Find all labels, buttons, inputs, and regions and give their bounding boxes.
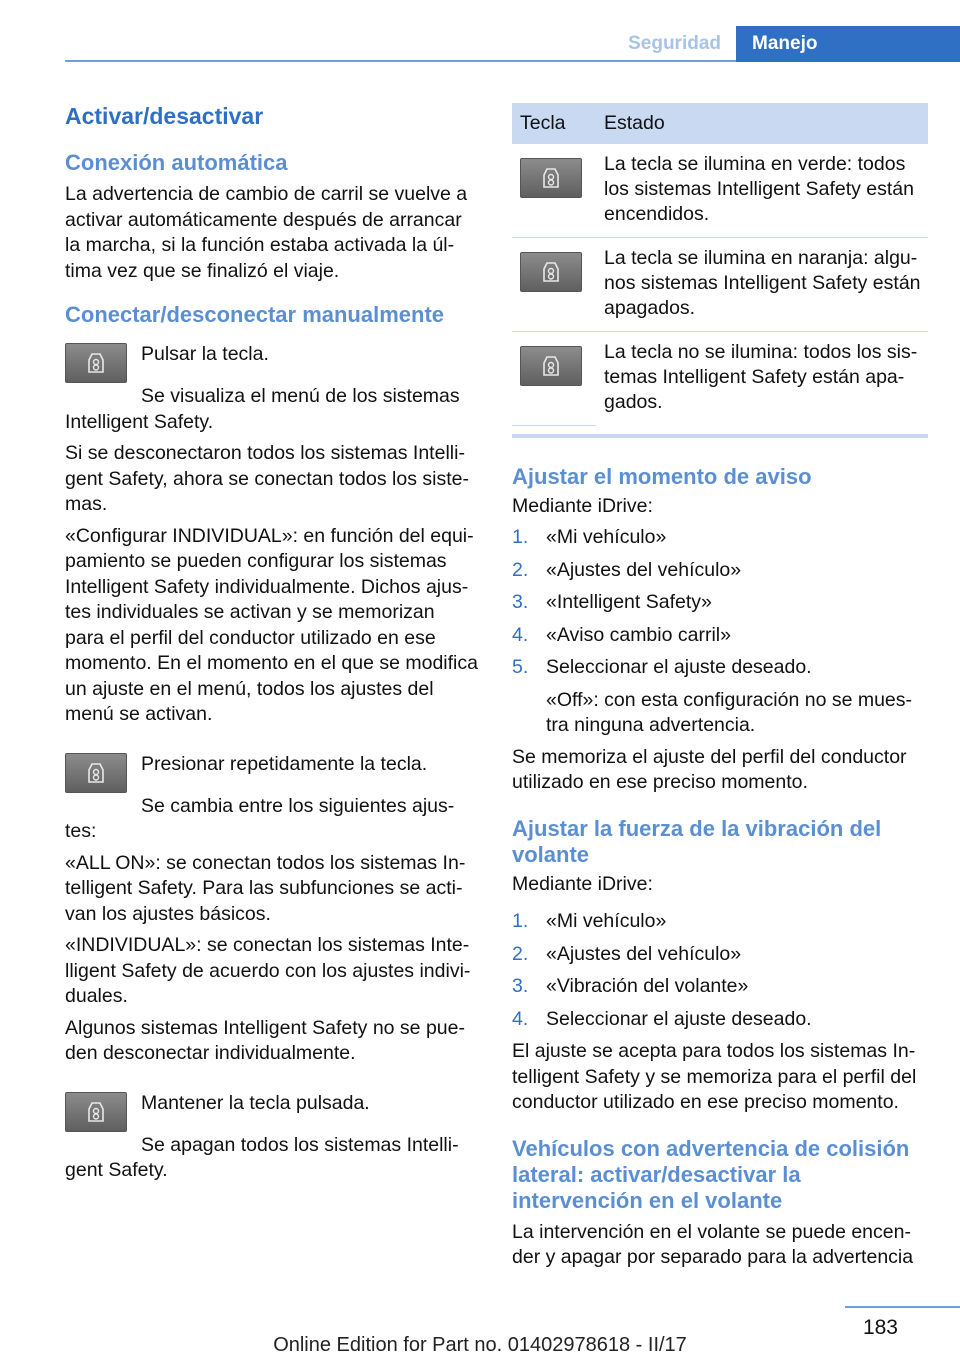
list-item (512, 1007, 928, 1033)
heading-colision: Vehículos con advertencia de colisión lateral: activar/desactivar la intervención en el volante (512, 1135, 910, 1213)
list-text: «Aviso cambio carril» (546, 623, 731, 646)
safety-button-image (65, 1092, 127, 1132)
list-item (512, 525, 928, 551)
state-table (512, 103, 928, 426)
paragraph-memoriza: Se memoriza el ajuste del perfil del conductor utilizado en ese preciso momento. (512, 745, 907, 793)
list-text: «Ajustes del vehículo» (546, 942, 742, 965)
intelligent-safety-icon (88, 352, 104, 374)
list-number: 4. (512, 623, 529, 646)
paragraph-si: Si se desconectaron todos los sistemas Intelligent Safety, ahora se conectan todos los sistemas. (65, 442, 469, 515)
intelligent-safety-icon (543, 355, 559, 377)
list-text: «Intelligent Safety» (546, 591, 712, 613)
list-text: «Mi vehículo» (546, 910, 667, 932)
table-row (512, 332, 928, 426)
list-item (512, 942, 928, 968)
estado-cell: La tecla se ilumina en naranja: algunos sistemas Intelligent Safety están apagados. (596, 238, 928, 332)
intelligent-safety-icon (543, 261, 559, 283)
button-step-2 (65, 752, 478, 796)
list-number: 2. (512, 558, 529, 581)
table-header-row (512, 103, 928, 144)
intelligent-safety-icon (88, 1101, 104, 1123)
paragraph-algunos: Algunos sistemas Intelligent Safety no se pueden desconectar individualmente. (65, 1016, 465, 1064)
table-row (512, 238, 928, 332)
paragraph-intervencion: La intervención en el volante se puede encender y apagar por separado para la advertencia (512, 1220, 914, 1268)
edition-footer: Online Edition for Part no. 01402978618 - II/17 (273, 1334, 687, 1356)
step-3-result: Se apagan todos los sistemas Intelligent Safety. (65, 1133, 459, 1181)
steps-list-2 (512, 909, 928, 1032)
list-text: «Ajustes del vehículo» (546, 558, 742, 581)
page-number: 183 (862, 1316, 898, 1339)
column-header-estado: Estado (596, 103, 928, 144)
paragraph-auto: La advertencia de cambio de carril se vuelve a activar automáticamente después de arrancar la marcha, si la función estaba activada la última vez que se finalizó el viaje. (65, 183, 468, 282)
tecla-cell (512, 238, 596, 332)
list-item (512, 655, 928, 681)
list-number: 4. (512, 1007, 529, 1030)
mediante-1: Mediante iDrive: (512, 494, 653, 517)
heading-momento: Ajustar el momento de aviso (512, 463, 812, 489)
heading-conexion-auto: Conexión automática (65, 150, 288, 175)
tecla-cell (512, 144, 596, 238)
safety-button-image (520, 252, 582, 292)
list-text: Seleccionar el ajuste deseado. (546, 1007, 812, 1030)
right-column (512, 103, 928, 1277)
heading-manual: Conectar/desconectar manualmente (65, 302, 445, 327)
step-2-text: Presionar repetidamente la tecla. (141, 752, 428, 775)
list-number: 5. (512, 656, 529, 678)
step-1-result: Se visualiza el menú de los sistemas Intelligent Safety. (65, 385, 460, 433)
left-column (65, 100, 478, 1190)
step-2-result: Se cambia entre los siguientes ajustes: (65, 794, 455, 842)
list-number: 1. (512, 526, 529, 548)
mediante-2: Mediante iDrive: (512, 872, 653, 895)
tab-manejo[interactable]: Manejo (736, 26, 960, 62)
list-number: 3. (512, 975, 529, 997)
paragraph-individual: «INDIVIDUAL»: se conectan los sistemas Intelligent Safety de acuerdo con los ajustes individuales. (65, 934, 471, 1007)
list-text: Seleccionar el ajuste deseado. (546, 656, 812, 678)
safety-button-image (520, 346, 582, 386)
list-text: «Vibración del volante» (546, 975, 749, 997)
column-header-tecla: Tecla (512, 103, 596, 144)
safety-button-image (65, 753, 127, 793)
heading-activar: Activar/desactivar (65, 103, 264, 129)
steps-list-1 (512, 525, 928, 681)
list-number: 1. (512, 910, 529, 932)
paragraph-config: «Configurar INDIVIDUAL»: en función del equipamiento se pueden configurar los sistemas Intelligent Safety individualmente. Dichos ajustes individuales se activan y se memorizan para el perfil del conductor utilizado en ese momento. En el momento en el que se modifica un ajuste en el menú, todos los ajustes del menú se activan. (65, 524, 478, 725)
tab-seguridad[interactable]: Seguridad (628, 33, 721, 54)
estado-cell: La tecla no se ilumina: todos los sistemas Intelligent Safety están apagados. (604, 341, 918, 413)
safety-button-image (65, 343, 127, 383)
paragraph-allon: «ALL ON»: se conectan todos los sistemas Intelligent Safety. Para las subfunciones se activan los ajustes básicos. (65, 851, 466, 925)
list-item (512, 590, 928, 616)
button-step-1 (65, 342, 478, 386)
step-3-text: Mantener la tecla pulsada. (141, 1091, 370, 1114)
list-item (512, 974, 928, 1000)
intelligent-safety-icon (88, 762, 104, 784)
intelligent-safety-icon (543, 167, 559, 189)
heading-vibracion: Ajustar la fuerza de la vibración del volante (512, 815, 882, 867)
tecla-cell (512, 332, 596, 426)
estado-cell: La tecla se ilumina en verde: todos los sistemas Intelligent Safety están encendidos. (596, 144, 928, 238)
safety-button-image (520, 158, 582, 198)
button-step-3 (65, 1091, 478, 1135)
paragraph-acepta: El ajuste se acepta para todos los sistemas Intelligent Safety y se memoriza para el perfil del conductor utilizado en ese preciso momento. (512, 1040, 917, 1113)
table-bottom-rule (512, 434, 928, 438)
list-item (512, 558, 928, 584)
footer-rule (845, 1306, 960, 1308)
step-1-text: Pulsar la tecla. (141, 343, 269, 365)
list-number: 2. (512, 942, 529, 965)
table-row (512, 144, 928, 238)
list-1-subnote: «Off»: con esta configuración no se muestra ninguna advertencia. (546, 688, 913, 736)
list-text: «Mi vehículo» (546, 526, 667, 548)
list-number: 3. (512, 591, 529, 613)
list-item (512, 909, 928, 935)
list-item (512, 623, 928, 649)
